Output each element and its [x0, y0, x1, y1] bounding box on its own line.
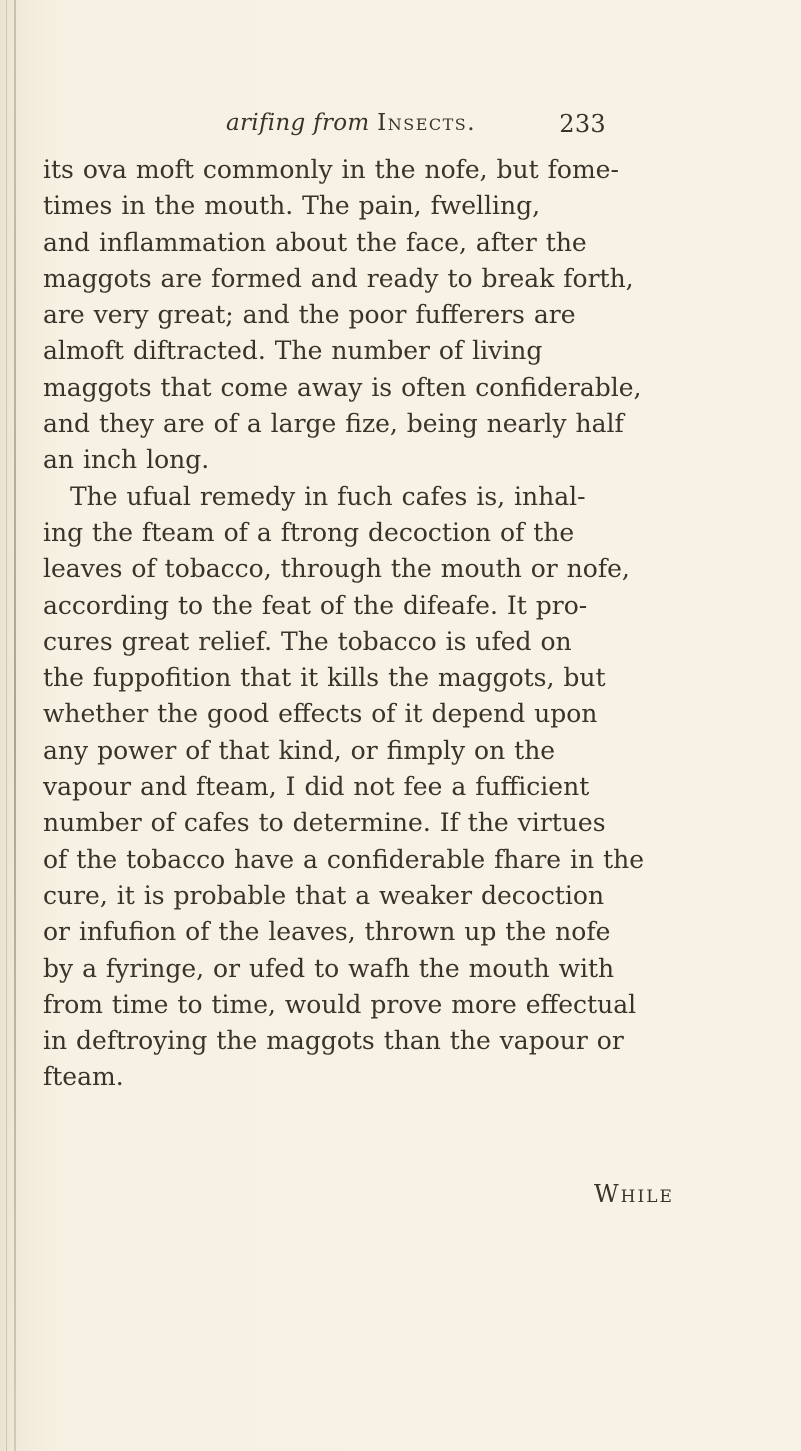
text-line: cures great relief. The tobacco is ufed on	[43, 626, 572, 656]
text-line: and inflammation about the face, after the	[43, 227, 587, 257]
text-line: and they are of a large fize, being nearly half	[43, 409, 624, 439]
running-title-italic: arifing from	[226, 110, 370, 136]
catchword: While	[594, 1180, 674, 1208]
text-line: the fuppofition that it kills the maggots, but	[43, 663, 606, 693]
text-line: in deftroying the maggots than the vapour or	[43, 1026, 624, 1056]
page-number: 233	[559, 110, 606, 138]
text-line: are very great; and the poor fufferers are	[43, 300, 576, 330]
text-line: times in the mouth. The pain, fwelling,	[43, 191, 541, 221]
text-line: any power of that kind, or fimply on the	[43, 735, 556, 765]
running-header	[226, 110, 606, 150]
text-line: or infufion of the leaves, thrown up the nofe	[43, 917, 611, 947]
text-line: its ova moft commonly in the nofe, but fome-	[43, 155, 619, 184]
page-gutter-edge	[14, 0, 16, 1451]
text-line: whether the good effects of it depend upon	[43, 699, 598, 729]
text-line: almoft diftracted. The number of living	[43, 336, 543, 366]
text-line: fteam.	[43, 1062, 124, 1092]
text-line: of the tobacco have a confiderable fhare in the	[43, 844, 645, 874]
text-line: maggots that come away is often confiderable,	[43, 372, 642, 402]
text-line: number of cafes to determine. If the virtues	[43, 808, 606, 838]
text-line: vapour and fteam, I did not fee a fufficient	[43, 772, 590, 802]
paragraph-first-line: The ufual remedy in fuch cafes is, inhal-	[70, 481, 586, 511]
text-line: from time to time, would prove more effectual	[43, 989, 637, 1019]
body-text	[43, 152, 695, 1096]
text-line: leaves of tobacco, through the mouth or nofe,	[43, 554, 630, 584]
text-line: by a fyringe, or ufed to wafh the mouth with	[43, 953, 615, 983]
text-line: ing the fteam of a ftrong decoction of the	[43, 517, 575, 547]
running-title-smallcaps: Insects.	[377, 110, 477, 136]
text-line: cure, it is probable that a weaker decoction	[43, 880, 605, 910]
text-line: an inch long.	[43, 445, 210, 475]
text-line: according to the feat of the difeafe. It pro-	[43, 590, 588, 620]
page-gutter-shadow	[6, 0, 7, 1451]
text-line: maggots are formed and ready to break forth,	[43, 263, 634, 293]
